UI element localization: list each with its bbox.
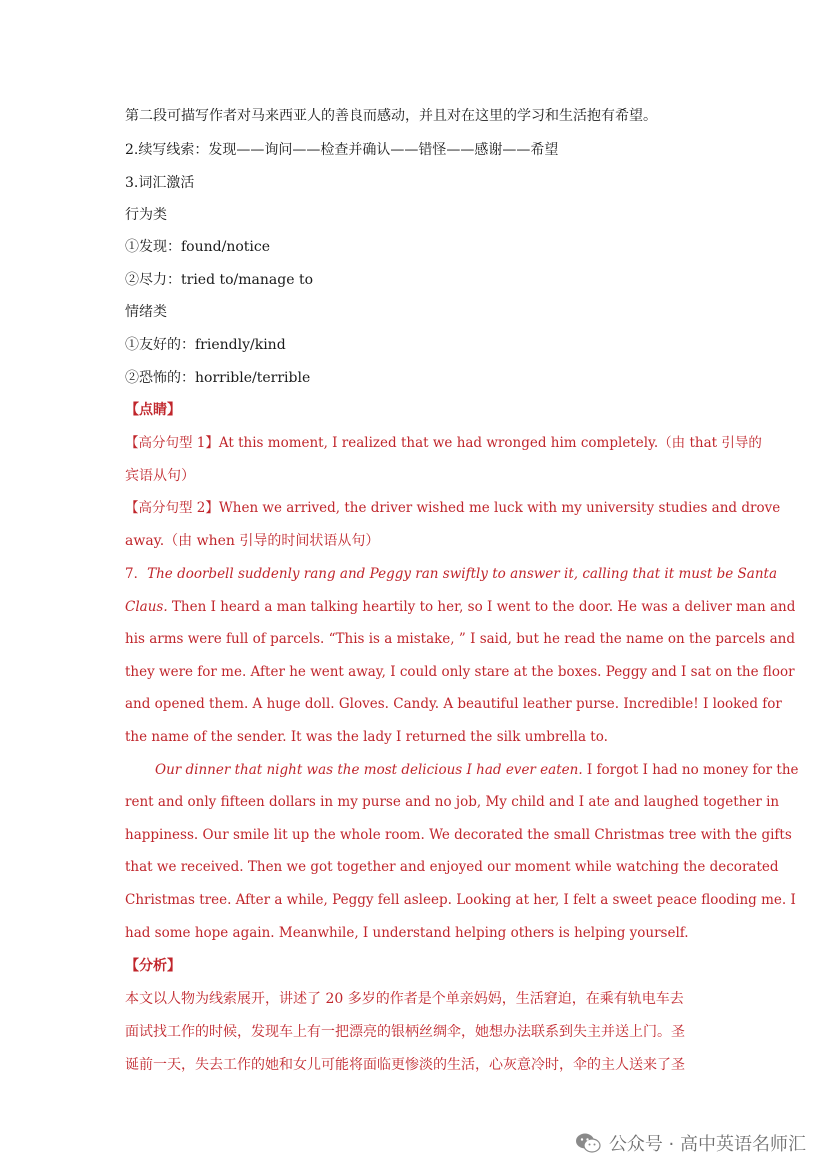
question-number: 7． — [125, 566, 148, 582]
text-line: rent and only fifteen dollars in my purse and no job, My child and I ate and laughed together in — [125, 794, 780, 810]
wechat-icon — [575, 1132, 601, 1154]
text-line — [125, 597, 795, 617]
section-heading: 【分析】 — [125, 958, 181, 974]
text-line — [155, 760, 799, 780]
text-line — [125, 564, 777, 584]
text-span: I forgot I had no money for the — [582, 762, 799, 778]
text-line: 情绪类 — [125, 304, 167, 320]
text-span: Then I heard a man talking heartily to her, so I went to the door. He was a deliver man and — [167, 599, 796, 615]
text-line: ①发现：found/notice — [125, 239, 270, 255]
watermark — [575, 1130, 806, 1156]
text-line: his arms were full of parcels. “This is a mistake, ” I said, but he read the name on the parcels and — [125, 631, 796, 647]
text-line: 【高分句型 1】At this moment, I realized that we had wronged him completely.（由 that 引导的 — [125, 435, 762, 451]
watermark-text: 公众号 · 高中英语名师汇 — [608, 1134, 806, 1155]
text-line: 本文以人物为线索展开，讲述了 20 多岁的作者是个单亲妈妈，生活窘迫，在乘有轨电车去 — [125, 991, 684, 1007]
text-line: 面试找工作的时候，发现车上有一把漂亮的银柄丝绸伞，她想办法联系到失主并送上门。圣 — [125, 1024, 685, 1040]
text-line: 第二段可描写作者对马来西亚人的善良而感动，并且对在这里的学习和生活抱有希望。 — [125, 108, 657, 124]
italic-text: Claus. — [125, 599, 168, 615]
text-line: 宾语从句） — [125, 468, 195, 484]
text-line: 【高分句型 2】When we arrived, the driver wished me luck with my university studies and drove — [125, 500, 781, 516]
text-line: 2.续写线索：发现——询问——检查并确认——错怪——感谢——希望 — [125, 142, 559, 158]
text-line: Christmas tree. After a while, Peggy fell asleep. Looking at her, I felt a sweet peace flooding me. I — [125, 892, 796, 908]
text-line: they were for me. After he went away, I could only stare at the boxes. Peggy and I sat on the floor — [125, 664, 795, 680]
section-heading: 【点睛】 — [125, 402, 181, 418]
text-line: had some hope again. Meanwhile, I understand helping others is helping yourself. — [125, 925, 689, 941]
text-line: and opened them. A huge doll. Gloves. Candy. A beautiful leather purse. Incredible! I looked for — [125, 696, 782, 712]
text-line: ①友好的：friendly/kind — [125, 337, 286, 353]
text-line: away.（由 when 引导的时间状语从句） — [125, 533, 380, 549]
text-line: happiness. Our smile lit up the whole room. We decorated the small Christmas tree with the gifts — [125, 827, 792, 843]
text-line: ②恐怖的：horrible/terrible — [125, 370, 311, 386]
text-line: 行为类 — [125, 207, 167, 223]
italic-text: The doorbell suddenly rang and Peggy ran swiftly to answer it, calling that it must be Santa — [147, 566, 777, 582]
text-line: 诞前一天，失去工作的她和女儿可能将面临更惨淡的生活，心灰意冷时，伞的主人送来了圣 — [125, 1057, 685, 1073]
text-line: 3.词汇激活 — [125, 175, 195, 191]
text-line: that we received. Then we got together and enjoyed our moment while watching the decorated — [125, 859, 779, 875]
text-line: the name of the sender. It was the lady I returned the silk umbrella to. — [125, 729, 608, 745]
text-line: ②尽力：tried to/manage to — [125, 272, 314, 288]
italic-text: Our dinner that night was the most delicious I had ever eaten. — [155, 762, 583, 778]
